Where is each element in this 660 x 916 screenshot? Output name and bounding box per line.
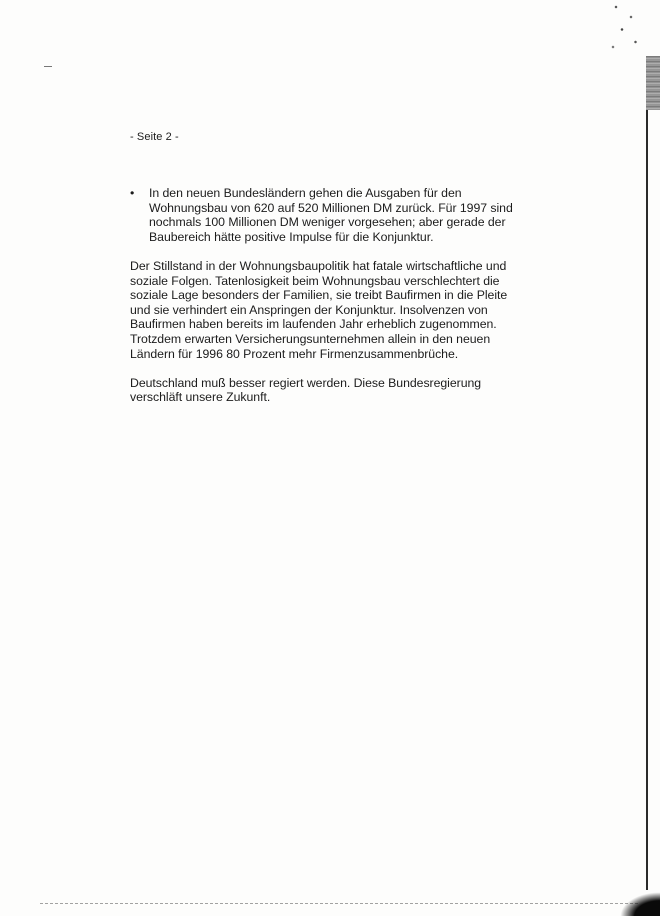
text-line: verschläft unsere Zukunft.	[130, 390, 271, 405]
scan-noise	[610, 2, 640, 52]
paragraph	[130, 259, 540, 361]
scan-edge-line	[646, 110, 648, 890]
text-line: Wohnungsbau von 620 auf 520 Millionen DM zurück. Für 1997 sind	[149, 200, 513, 215]
text-line: soziale Lage besonders der Familien, sie treibt Baufirmen in die Pleite	[130, 288, 508, 303]
text-line: und sie verhindert ein Anspringen der Konjunktur. Insolvenzen von	[130, 302, 488, 317]
text-line: Der Stillstand in der Wohnungsbaupolitik hat fatale wirtschaftliche und	[130, 258, 507, 273]
text-line: In den neuen Bundesländern gehen die Ausgaben für den	[149, 186, 462, 200]
text-line: Baufirmen haben bereits im laufenden Jahr erheblich zugenommen.	[130, 317, 497, 332]
text-line: Ländern für 1996 80 Prozent mehr Firmenzusammenbrüche.	[130, 346, 459, 361]
text-line: Baubereich hätte positive Impulse für die Konjunktur.	[149, 229, 434, 244]
text-line: Deutschland muß besser regiert werden. Diese Bundesregierung	[130, 375, 482, 390]
paragraph	[130, 376, 540, 405]
scan-bottom-edge	[40, 903, 640, 904]
scan-edge-strip	[646, 56, 660, 110]
page-number: - Seite 2 -	[130, 131, 179, 143]
text-line: Trotzdem erwarten Versicherungsunternehmen allein in den neuen	[130, 331, 491, 346]
text-line: nochmals 100 Millionen DM weniger vorgesehen; aber gerade der	[149, 215, 506, 230]
document-body	[130, 186, 540, 420]
bullet-item	[130, 186, 540, 244]
scan-noise	[44, 66, 52, 67]
bullet-mark: •	[130, 186, 135, 200]
scan-corner-shadow	[620, 892, 660, 916]
text-line: soziale Folgen. Tatenlosigkeit beim Wohnungsbau verschlechtert die	[130, 273, 500, 288]
